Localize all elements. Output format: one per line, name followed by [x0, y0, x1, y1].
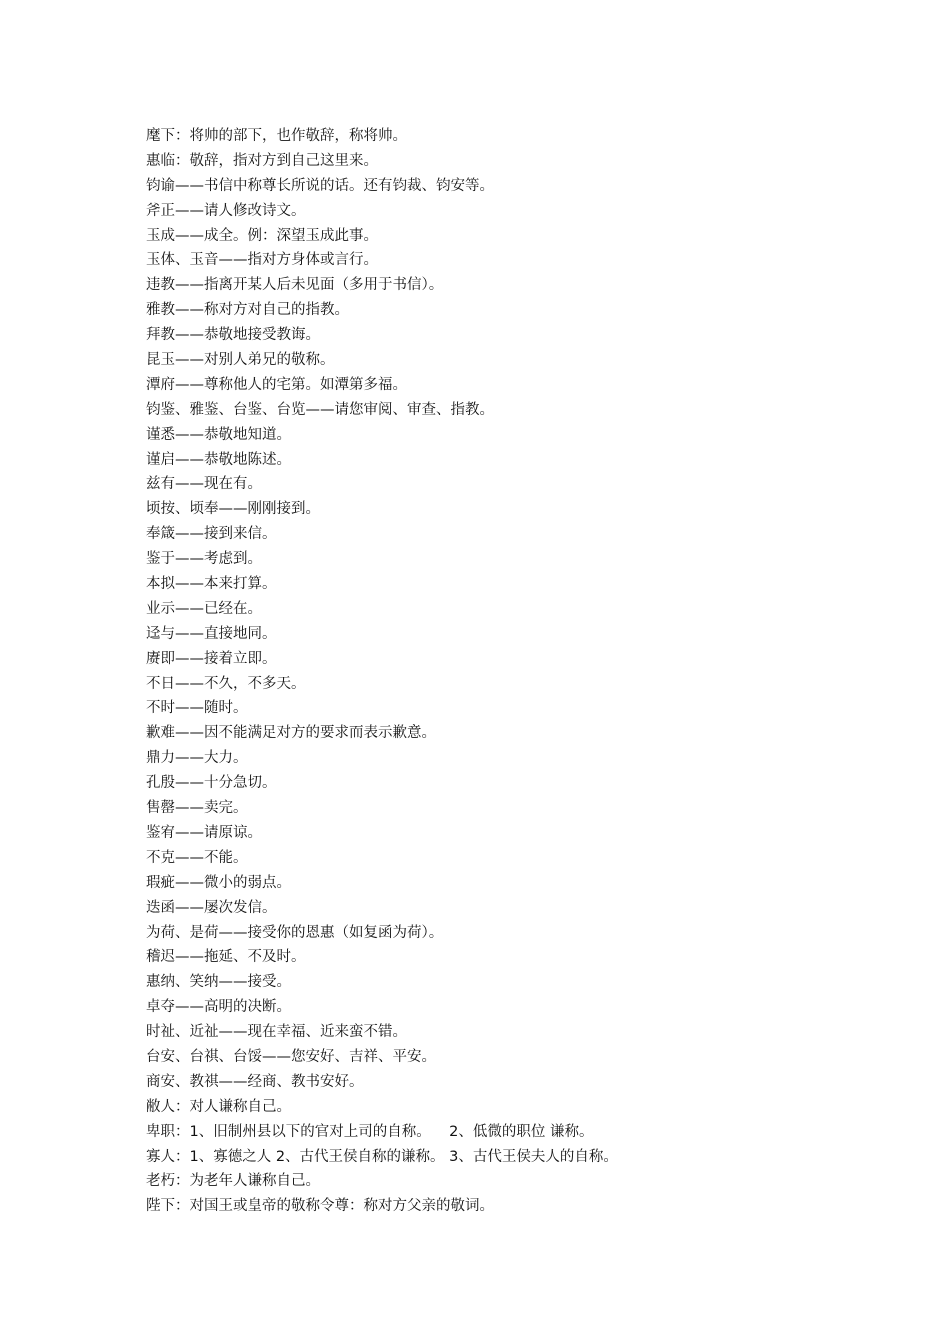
- text-line: 卑职：1、旧制州县以下的官对上司的自称。 2、低微的职位 谦称。: [146, 1123, 594, 1140]
- text-line: 迳与——直接地同。: [146, 625, 277, 642]
- text-line: 雅教——称对方对自己的指教。: [146, 302, 349, 319]
- text-line: 卓夺——高明的决断。: [146, 999, 291, 1016]
- text-line: 台安、台祺、台馁——您安好、吉祥、平安。: [146, 1048, 436, 1065]
- text-line: 玉成——成全。例：深望玉成此事。: [146, 227, 378, 244]
- text-line: 歉难——因不能满足对方的要求而表示歉意。: [146, 725, 436, 742]
- text-line: 钧鉴、雅鉴、台鉴、台览——请您审阅、审查、指教。: [146, 401, 494, 418]
- text-line: 寡人：1、寡德之人 2、古代王侯自称的谦称。 3、古代王侯夫人的自称。: [146, 1148, 618, 1165]
- text-line: 麾下：将帅的部下，也作敬辞，称将帅。: [146, 128, 407, 144]
- text-line: 陛下：对国王或皇帝的敬称令尊：称对方父亲的敬词。: [146, 1198, 494, 1215]
- text-line: 本拟——本来打算。: [146, 576, 277, 593]
- text-line: 敝人：对人谦称自己。: [146, 1098, 291, 1115]
- document-body: [146, 124, 846, 1219]
- text-line: 不时——随时。: [146, 700, 248, 717]
- text-line: 顷按、顷奉——刚刚接到。: [146, 501, 320, 518]
- text-line: 售罄——卖完。: [146, 800, 248, 817]
- text-line: 业示——已经在。: [146, 600, 262, 617]
- text-line: 玉体、玉音——指对方身体或言行。: [146, 252, 378, 269]
- text-line: 时祉、近祉——现在幸福、近来蛮不错。: [146, 1024, 407, 1041]
- text-line: 兹有——现在有。: [146, 476, 262, 493]
- text-line: 鉴于——考虑到。: [146, 551, 262, 568]
- text-line: 惠临：敬辞，指对方到自己这里来。: [146, 152, 378, 169]
- text-line: 违教——指离开某人后未见面（多用于书信）。: [146, 277, 444, 294]
- text-line: 潭府——尊称他人的宅第。如潭第多福。: [146, 376, 407, 393]
- text-line: 迭函——屡次发信。: [146, 899, 277, 916]
- text-line: 瑕疵——微小的弱点。: [146, 874, 291, 891]
- text-line: 斧正——请人修改诗文。: [146, 202, 306, 219]
- text-line: 谨启——恭敬地陈述。: [146, 451, 291, 468]
- text-line: 稽迟——拖延、不及时。: [146, 949, 306, 966]
- text-line: 不日——不久，不多天。: [146, 675, 306, 692]
- text-line: 商安、教祺——经商、教书安好。: [146, 1073, 364, 1090]
- text-line: 惠纳、笑纳——接受。: [146, 974, 291, 991]
- text-line: 拜教——恭敬地接受教诲。: [146, 327, 320, 344]
- text-line: 鼎力——大力。: [146, 750, 248, 767]
- text-line: 谨悉——恭敬地知道。: [146, 426, 291, 443]
- text-line: 不克——不能。: [146, 849, 248, 866]
- text-line: 老朽：为老年人谦称自己。: [146, 1173, 320, 1190]
- text-line: 孔殷——十分急切。: [146, 775, 277, 792]
- text-line: 为荷、是荷——接受你的恩惠（如复函为荷）。: [146, 924, 444, 941]
- text-line: 鉴宥——请原谅。: [146, 824, 262, 841]
- text-line: 奉箴——接到来信。: [146, 526, 277, 543]
- text-line: 钧谕——书信中称尊长所说的话。还有钧裁、钧安等。: [146, 177, 494, 194]
- text-line: 赓即——接着立即。: [146, 650, 277, 667]
- text-line: 昆玉——对别人弟兄的敬称。: [146, 352, 335, 369]
